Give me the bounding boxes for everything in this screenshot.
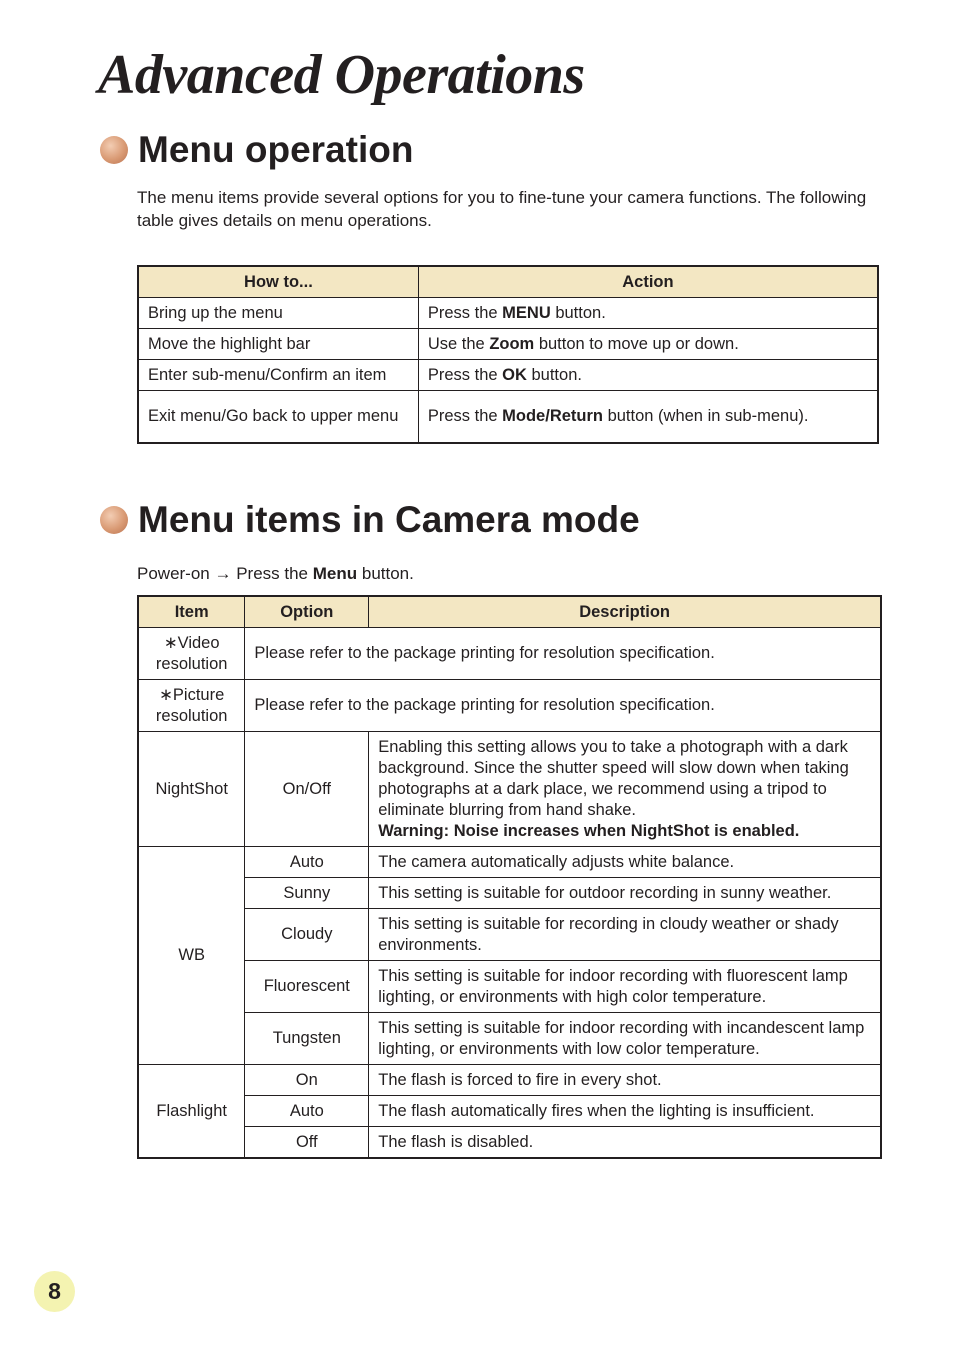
menu-operation-intro: The menu items provide several options for you to fine-tune your camera functions. The following table gives details on menu operations. xyxy=(137,188,867,230)
table-row xyxy=(138,909,881,961)
warning-text: Warning: Noise increases when NightShot is enabled. xyxy=(378,821,800,840)
action-button-name: Zoom xyxy=(489,334,535,353)
page-number-badge: 8 xyxy=(34,1271,75,1312)
section-heading-camera-mode xyxy=(100,498,640,542)
menu-operation-table xyxy=(137,265,879,444)
action-text: button (when in sub-menu). xyxy=(603,407,809,425)
menu-button-name: Menu xyxy=(312,564,358,583)
table-row xyxy=(138,680,881,732)
action-text: Use the xyxy=(427,334,490,353)
action-button-name: Mode/Return xyxy=(502,407,603,425)
table-row xyxy=(138,628,881,680)
action-text: Press the xyxy=(427,365,503,384)
action-cell xyxy=(418,360,878,391)
action-button-name: OK xyxy=(502,365,527,384)
table-row xyxy=(138,329,878,360)
column-header-option: Option xyxy=(245,596,369,628)
instruction-text: button. xyxy=(357,564,414,583)
circle-bullet-icon xyxy=(100,136,128,164)
table-row xyxy=(138,298,878,329)
action-text: button. xyxy=(550,303,606,322)
table-header-row xyxy=(138,266,878,298)
action-cell xyxy=(418,329,878,360)
description-cell: This setting is suitable for indoor recording with incandescent lamp lighting, or environments with low color temperature. xyxy=(369,1013,881,1065)
description-cell: The flash is forced to fire in every shot. xyxy=(369,1065,881,1096)
description-cell: The flash is disabled. xyxy=(369,1127,881,1159)
column-header-description: Description xyxy=(369,596,881,628)
table-header-row xyxy=(138,596,881,628)
table-row xyxy=(138,1013,881,1065)
description-cell: This setting is suitable for recording in cloudy weather or shady environments. xyxy=(369,909,881,961)
table-row xyxy=(138,360,878,391)
description-cell: Please refer to the package printing for resolution specification. xyxy=(245,680,881,732)
item-cell-picture-resolution: ∗Picture resolution xyxy=(138,680,245,732)
action-button-name: MENU xyxy=(502,303,551,322)
how-to-cell: Bring up the menu xyxy=(138,298,418,329)
option-cell: Tungsten xyxy=(245,1013,369,1065)
description-cell: The camera automatically adjusts white balance. xyxy=(369,847,881,878)
option-cell: Cloudy xyxy=(245,909,369,961)
item-cell-wb: WB xyxy=(138,847,245,1065)
page-title: Advanced Operations xyxy=(98,44,585,106)
description-cell xyxy=(369,732,881,847)
description-cell: The flash automatically fires when the lighting is insufficient. xyxy=(369,1096,881,1127)
option-cell: Fluorescent xyxy=(245,961,369,1013)
option-cell: Sunny xyxy=(245,878,369,909)
description-text: Enabling this setting allows you to take a photograph with a dark background. Since the shutter speed will slow down when taking photographs at a dark place, we recommend using a tripod to eliminate blurring from hand shake. xyxy=(378,737,849,819)
how-to-cell: Enter sub-menu/Confirm an item xyxy=(138,360,418,391)
column-header-action: Action xyxy=(418,266,878,298)
action-cell xyxy=(418,391,878,444)
option-cell: Off xyxy=(245,1127,369,1159)
item-cell-nightshot: NightShot xyxy=(138,732,245,847)
table-row xyxy=(138,961,881,1013)
table-row xyxy=(138,391,878,444)
section-heading-text: Menu items in Camera mode xyxy=(138,499,640,540)
power-on-instruction xyxy=(137,562,414,585)
item-cell-flashlight: Flashlight xyxy=(138,1065,245,1159)
section-heading-menu-operation xyxy=(100,128,413,172)
option-cell: On/Off xyxy=(245,732,369,847)
item-cell-video-resolution: ∗Video resolution xyxy=(138,628,245,680)
how-to-cell: Exit menu/Go back to upper menu xyxy=(138,391,418,444)
action-text: button to move up or down. xyxy=(534,334,739,353)
how-to-cell: Move the highlight bar xyxy=(138,329,418,360)
table-row xyxy=(138,732,881,847)
action-cell xyxy=(418,298,878,329)
camera-menu-items-table xyxy=(137,595,882,1159)
description-cell: This setting is suitable for indoor recording with fluorescent lamp lighting, or environments with high color temperature. xyxy=(369,961,881,1013)
table-row xyxy=(138,1127,881,1159)
table-row xyxy=(138,1096,881,1127)
action-text: Press the xyxy=(427,303,503,322)
option-cell: Auto xyxy=(245,1096,369,1127)
action-text: Press the xyxy=(427,407,503,425)
option-cell: Auto xyxy=(245,847,369,878)
column-header-how-to: How to... xyxy=(138,266,418,298)
action-text: button. xyxy=(526,365,582,384)
column-header-item: Item xyxy=(138,596,245,628)
table-row xyxy=(138,847,881,878)
table-row xyxy=(138,1065,881,1096)
circle-bullet-icon xyxy=(100,506,128,534)
description-cell: Please refer to the package printing for resolution specification. xyxy=(245,628,881,680)
option-cell: On xyxy=(245,1065,369,1096)
section-heading-text: Menu operation xyxy=(138,129,414,170)
instruction-text: Power-on → Press the xyxy=(137,564,313,583)
description-cell: This setting is suitable for outdoor recording in sunny weather. xyxy=(369,878,881,909)
table-row xyxy=(138,878,881,909)
